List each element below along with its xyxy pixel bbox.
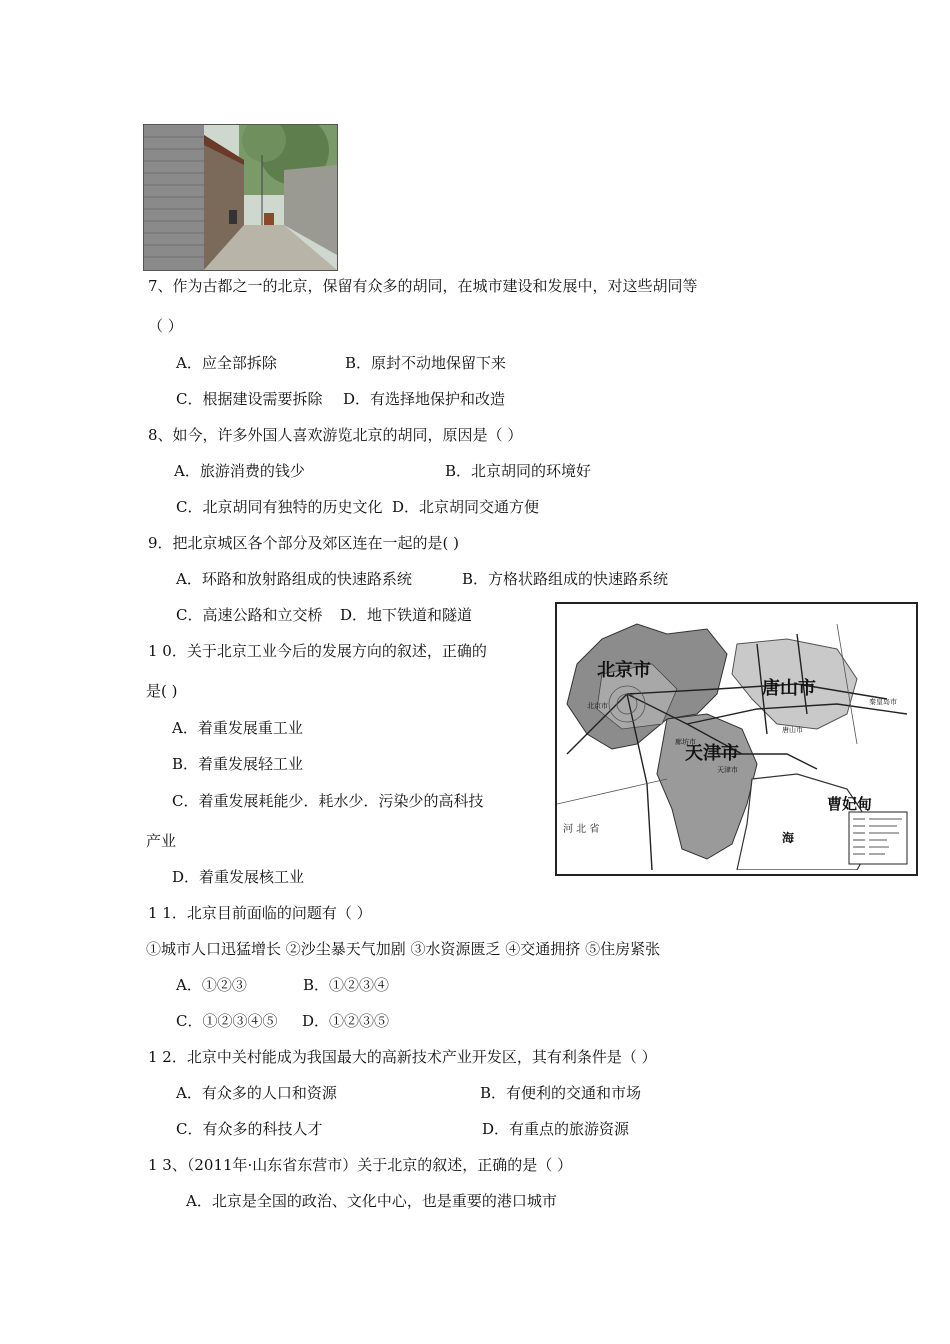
map-label-small-qinhuangdao: 秦皇岛市 <box>869 698 897 706</box>
q11-option-a: A．①②③ <box>176 976 247 994</box>
q9-option-d: D．地下铁道和隧道 <box>340 606 473 624</box>
q9-option-c: C．高速公路和立交桥 <box>176 606 323 624</box>
q10-option-c-continued: 产业 <box>146 832 177 850</box>
q7-option-c: C．根据建设需要拆除 <box>176 390 323 408</box>
q12-option-d: D．有重点的旅游资源 <box>482 1120 630 1138</box>
q12-option-a: A．有众多的人口和资源 <box>176 1084 337 1102</box>
q7-option-b: B．原封不动地保留下来 <box>345 354 507 372</box>
map-label-tangshan: 唐山市 <box>762 678 816 699</box>
jingjinji-map <box>555 602 918 876</box>
q11-option-d: D．①②③⑤ <box>302 1012 390 1030</box>
q10-stem-continued: 是( ) <box>146 682 178 700</box>
q11-items: ①城市人口迅猛增长 ②沙尘暴天气加剧 ③水资源匮乏 ④交通拥挤 ⑤住房紧张 <box>146 940 661 958</box>
q10-stem: 1 0．关于北京工业今后的发展方向的叙述，正确的 <box>148 642 487 660</box>
q10-option-c: C．着重发展耗能少．耗水少．污染少的高科技 <box>172 792 484 810</box>
q9-option-b: B．方格状路组成的快速路系统 <box>462 570 669 588</box>
q13-stem: 1 3、（2011年·山东省东营市）关于北京的叙述，正确的是（ ） <box>148 1156 573 1174</box>
map-label-sea: 海 <box>782 831 795 845</box>
q10-option-a: A．着重发展重工业 <box>172 719 303 737</box>
q11-option-b: B．①②③④ <box>303 976 390 994</box>
map-label-small-langfang: 廊坊市 <box>675 738 696 746</box>
q12-option-b: B．有便利的交通和市场 <box>480 1084 642 1102</box>
q12-stem: 1 2．北京中关村能成为我国最大的高新技术产业开发区，其有利条件是（ ） <box>148 1048 657 1066</box>
q7-paren: （ ） <box>148 317 183 335</box>
q10-option-d: D．着重发展核工业 <box>172 868 305 886</box>
q8-option-d: D．北京胡同交通方便 <box>392 498 540 516</box>
map-label-hebei: 河 北 省 <box>563 824 600 835</box>
hutong-photo <box>143 124 338 271</box>
q8-option-a: A．旅游消费的钱少 <box>174 462 305 480</box>
map-label-caofeidian: 曹妃甸 <box>827 795 873 813</box>
q8-option-b: B．北京胡同的环境好 <box>445 462 592 480</box>
q7-option-d: D．有选择地保护和改造 <box>343 390 506 408</box>
q13-option-a: A．北京是全国的政治、文化中心，也是重要的港口城市 <box>186 1192 557 1210</box>
q9-option-a: A．环路和放射路组成的快速路系统 <box>176 570 412 588</box>
map-label-small-tangshan: 唐山市 <box>782 726 803 734</box>
q7-stem: 7、作为古都之一的北京，保留有众多的胡同，在城市建设和发展中，对这些胡同等 <box>148 277 698 295</box>
q11-option-c: C．①②③④⑤ <box>176 1012 278 1030</box>
q10-option-b: B．着重发展轻工业 <box>172 755 304 773</box>
q9-stem: 9．把北京城区各个部分及郊区连在一起的是( ) <box>148 534 460 552</box>
q7-option-a: A．应全部拆除 <box>176 354 277 372</box>
map-label-beijing: 北京市 <box>597 660 651 681</box>
map-label-small-tianjin: 天津市 <box>717 766 738 774</box>
q8-option-c: C．北京胡同有独特的历史文化 <box>176 498 383 516</box>
q11-stem: 1 1．北京目前面临的问题有（ ） <box>148 904 372 922</box>
q12-option-c: C．有众多的科技人才 <box>176 1120 323 1138</box>
q8-stem: 8、如今，许多外国人喜欢游览北京的胡同，原因是（ ） <box>148 426 523 444</box>
map-label-tianjin: 天津市 <box>685 743 739 764</box>
map-label-small-beijing: 北京市 <box>587 702 608 710</box>
